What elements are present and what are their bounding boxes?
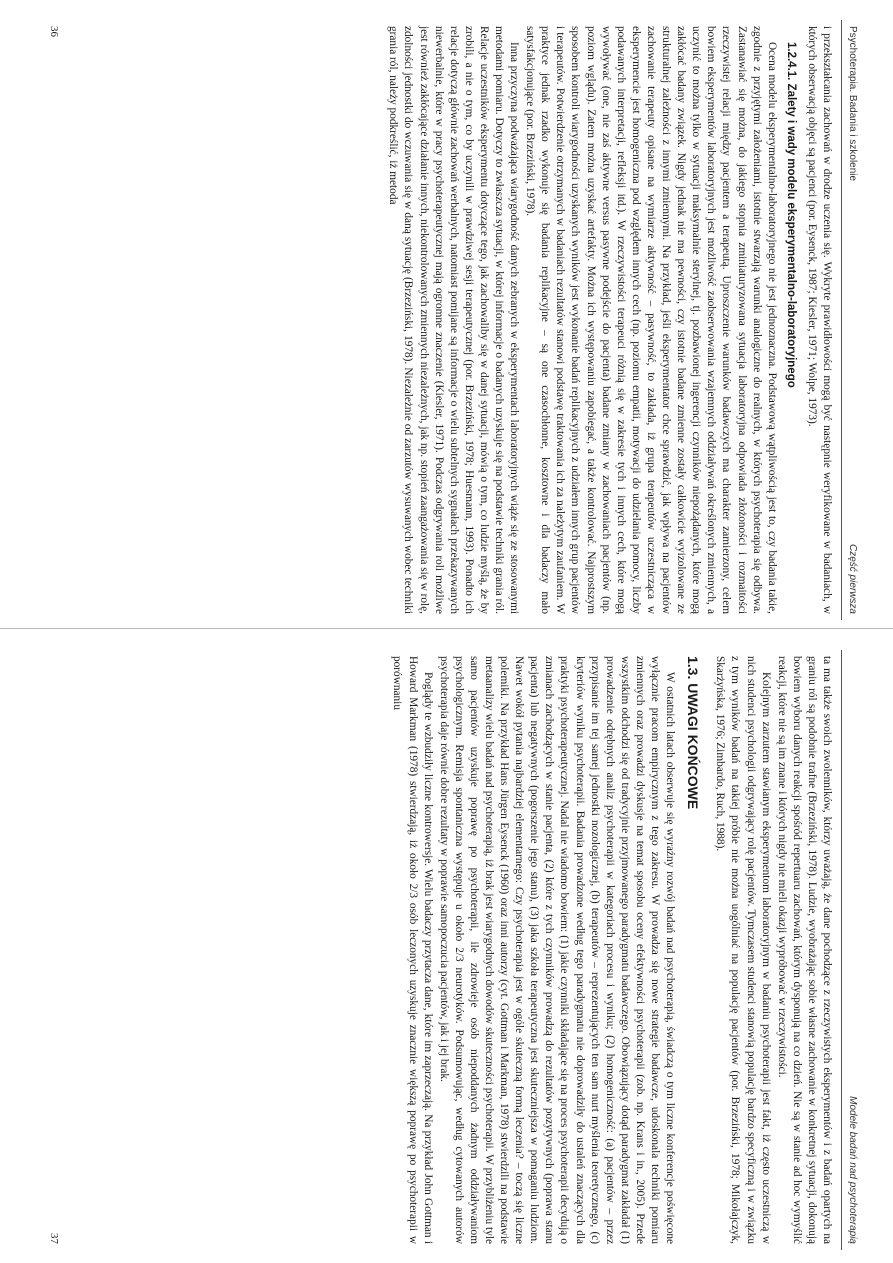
page-37 [40, 650, 860, 1250]
header-part-title: Część pierwsza [847, 543, 858, 614]
section-heading: 1.3. UWAGI KOŃCOWE [685, 656, 702, 810]
header-book-title: Psychoterapia. Badania i szkolenie [847, 26, 858, 182]
page-number: 36 [48, 26, 60, 37]
running-header [841, 650, 860, 1250]
page-divider [0, 628, 893, 629]
running-header [841, 20, 860, 620]
page-36-body [80, 26, 834, 614]
page-number: 37 [48, 1233, 60, 1244]
paragraph: i przekształcania zachowań w drodze uczenia się. Wykryte prawidłowości mogą być następnie weryfikowane w badaniach, w których obserwacją objęci są pacjenci (por. Eysenck, 1987; Kiesler, 1971; Wolpe, 1973). [805, 26, 833, 614]
paragraph: Inna przyczyna podważająca wiarygodność danych zebranych w eksperymentach laboratoryjnych wiąże się ze stosowanymi metodami pomiaru. Dotyczy to zwłaszcza sytuacji, w której informacje o badanych uzyskuje się na podstawie techniki grania ról. Relacje uczestników eksperymentu dotyczące tego, jak zachowaliby się w danej sytuacji, mówią o tym, co ludzie myślą, że by zrobili, a nie o tym, co by uczynili w prawdziwej sesji terapeutycznej (por. Brzeziński, 1978; Huesmann, 1993). Ponadto ich relacje dotyczą głównie zachowań werbalnych, natomiast pomijane są informacje o wielu subtelnych sygnałach przekazywanych niewerbalnie, które w pracy psychoterapeutycznej mają ogromne znaczenie (Kiesler, 1971). Podczas odgrywania roli możliwe jest również zakłócające działanie innych, niekontrolowanych zmiennych niezależnych, jak np. stopień zaangażowania się w rolę, zdolności jednostki do wczuwania się w daną sytuację (Brzeziński, 1978). Niezależnie od zarzutów wysuwanych wobec techniki grania ról, należy podkreślić, iż metoda [387, 26, 521, 614]
page-36 [40, 20, 860, 620]
paragraph: Poglądy te wzbudziły liczne kontrowersje. Wielu badaczy przytacza dane, które im zaprzeczają. Na przykład John Gottman i Howard Markman (1978) stwierdzają, iż około 2/3 osób leczonych uzyskuje znacznie większą poprawę po psychoterapii w porównaniu [391, 656, 434, 1244]
page-37-body [80, 656, 834, 1244]
header-chapter-title: Modele badań nad psychoterapią [847, 1096, 858, 1244]
paragraph: Ocena modelu eksperymentalno-laboratoryjnego nie jest jednoznaczna. Podstawową wątpliwością jest to, czy badania takie, zgodnie z przyjętymi założeniami, istotnie stwarzają warunki analogiczne do realnych, w których psychoterapia się odbywa. Zastanawiać się można, do jakiego stopnia zminiaturyzowana sytuacja laboratoryjna odpowiada złożoności i rozmaitości rzeczywistej relacji między pacjentem a terapeutą. Uproszczenie warunków badawczych ma charakter zamierzony, celem bowiem eksperymentów laboratoryjnych jest możliwość zaobserwowania wzajemnych oddziaływań określonych zmiennych, a uczynić to można tylko w sytuacji maksymalnie sterylnej, tj. pozbawionej ingerencji czynników niepożądanych, które mogą zakłócać badany związek. Nigdy jednak nie ma pewności, czy istotnie badane zmienne zostały całkowicie wyizolowane ze strukturalnej zależności z innymi zmiennymi. Na przykład, jeśli eksperymentator chce sprawdzić, jak wpływa na pacjentów zachowanie terapeuty opisane na wymiarze aktywność – pasywność, to zakłada, iż grupa terapeutów uczestnicząca w eksperymencie jest homogeniczna pod względem innych cech (np. poziomu empatii, motywacji do udzielania pomocy, liczby podawanych interpretacji, refleksji itd.). W rzeczywistości terapeuci różnią się w zakresie tych i innych cech, które mogą wywoływać (one, nie zaś aktywne versus pasywne podejście do pacjenta) badane zmiany w zachowaniach pacjentów (np. poziom wglądu). Zatem można uzyskać artefakty. Można ich występowaniu zapobiegać, a także kontrolować. Najprostszym sposobem kontroli wiarygodności uzyskanych wyników jest wykonanie badań replikacyjnych z udziałem innych grup pacjentów i terapeutów. Potwierdzenie otrzymanych w badaniach rezultatów stanowi podstawę traktowania ich za należytym zaufaniem. W praktyce jednak rzadko wykonuje się badania replikacyjne – są one czasochłonne, kosztowne i dla badaczy mało satysfakcjonujące (por. Brzeziński, 1978). [524, 26, 778, 614]
subsection-heading: 1.2.4.1. Zalety i wady modelu eksperymentalno-laboratoryjnego [784, 42, 797, 388]
paragraph: ta ma także swoich zwolenników, którzy uważają, że dane pochodzące z rzeczywistych eksperymentów i z badań opartych na graniu ról są podobnie trafne (Brzeziński, 1978). Ludzie, wyobrażając sobie własne zachowanie w konkretnej sytuacji, dokonują bowiem wyboru danych reakcji spośród repertuaru zachowań, którym dysponują na co dzień. Nie są w stanie ad hoc wymyślić reakcji, które nie są im znane i których nigdy nie mieli okazji wypróbować w rzeczywistości. [775, 656, 833, 1244]
paragraph: Kolejnym zarzutem stawianym eksperymentom laboratoryjnym w badaniu psychoterapii jest fakt, iż często uczestniczą w nich studenci psychologii odgrywający rolę pacjentów. Tymczasem studenci stanowią populację bardzo specyficzną i w związku z tym wyników badań na takiej próbie nie można uogólniać na populację pacjentów (por. Brzeziński, 1978; Mikołajczyk, Skarżyńska, 1976; Zimbardo, Ruch, 1988). [714, 656, 772, 1244]
paragraph: W ostatnich latach obserwuje się wyraźny rozwój badań nad psychoterapią, świadczą o tym liczne konferencje poświęcone wyłącznie pracom empirycznym z tego zakresu. W prowadza się nowe strategie badawcze, udoskonala techniki pomiaru zmiennych oraz prowadzi dyskusje na temat sposobu oceny efektywności psychoterapii (zob. np. Krans i in., 2005). Przede wszystkim odchodzi się od tradycyjnie przyjmowanego paradygmatu badawczego. Obowiązujący dotąd paradygmat zakładał (1) prowadzenie odrębnych analiz psychoterapii w kategoriach procesu i wyniku; (2) homogeniczność: (a) pacjentów – przez przypisanie im tej samej jednostki nozologicznej, (b) terapeutów – reprezentujących ten sam nurt myślenia teoretycznego, (c) kryteriów wyniku psychoterapii. Badania prowadzone według tego paradygmatu nie doprowadziły do ustaleń znaczących dla praktyki psychoterapeutycznej. Nadal nie wiadomo bowiem: (1) jakie czynniki składające się na proces psychoterapii decydują o zmianach zachodzących w stanie pacjenta, (2) które z tych czynników prowadzą do rezultatów pozytywnych (poprawa stanu pacjenta) lub negatywnych (pogorszenie jego stanu), (3) jaka szkoła terapeutyczna jest skuteczniejsza w pomaganiu ludziom. Nawet wokół pytania najbardziej elementarnego: Czy psychoterapia jest w ogóle skuteczną formą leczenia? – toczą się liczne polemiki. Na przykład Hans Jürgen Eysenck (1960) oraz inni autorzy (cyt. Gottman i Markman, 1978) stwierdzili na podstawie metaanalizy wielu badań nad psychoterapią, iż brak jest wiarygodnych dowodów skuteczności psychoterapii. W przybliżeniu tyle samo pacjentów uzyskuje poprawę po psychoterapii, ile zdrowieje osób niepoddanych żadnym oddziaływaniom psychologicznym. Remisja spontaniczna występuje u około 2/3 neurotyków. Podsumowując, według cytowanych autorów psychoterapia daje równie dobre rezultaty w poprawie samopoczucia pacjentów, jak i jej brak. [437, 656, 677, 1244]
